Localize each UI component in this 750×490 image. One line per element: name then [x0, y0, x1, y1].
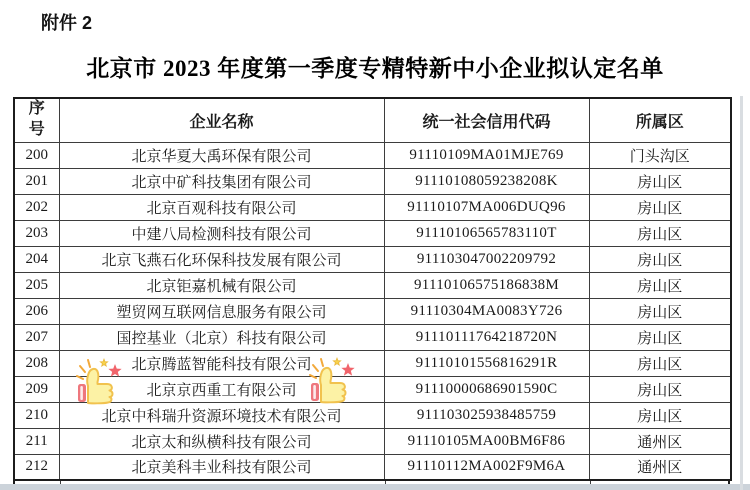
table-row — [14, 324, 731, 350]
table-row — [14, 142, 731, 168]
table-row — [14, 272, 731, 298]
cell-credit-code: 91110107MA006DUQ96 — [384, 194, 589, 220]
cell-credit-code: 91110111764218720N — [384, 324, 589, 350]
cell-district: 房山区 — [589, 168, 731, 194]
cell-credit-code: 91110106565783110T — [384, 220, 589, 246]
thumb-hand-shape — [320, 368, 345, 402]
cell-company: 国控基业（北京）科技有限公司 — [59, 324, 384, 350]
page-bottom-edge — [0, 484, 750, 490]
cell-credit-code: 91110112MA002F9M6A — [384, 454, 589, 480]
cell-district: 通州区 — [589, 428, 731, 454]
cell-district: 房山区 — [589, 246, 731, 272]
page-right-edge — [740, 96, 743, 490]
cell-credit-code: 91110108059238208K — [384, 168, 589, 194]
cell-company: 塑贸网互联网信息服务有限公司 — [59, 298, 384, 324]
cell-index: 206 — [14, 298, 59, 324]
cell-index: 203 — [14, 220, 59, 246]
table-row — [14, 220, 731, 246]
cell-credit-code: 911103025938485759 — [384, 402, 589, 428]
header-index — [14, 98, 59, 142]
cell-index: 208 — [14, 350, 59, 376]
cell-district: 门头沟区 — [589, 142, 731, 168]
table-row — [14, 168, 731, 194]
cell-index: 212 — [14, 454, 59, 480]
red-star-icon — [341, 363, 354, 376]
cell-company: 北京美科丰业科技有限公司 — [59, 454, 384, 480]
header-district: 所属区 — [589, 98, 731, 142]
header-credit-code: 统一社会信用代码 — [384, 98, 589, 142]
cell-district: 房山区 — [589, 324, 731, 350]
cell-company: 北京飞燕石化环保科技发展有限公司 — [59, 246, 384, 272]
company-table — [13, 97, 732, 481]
cell-index: 204 — [14, 246, 59, 272]
cell-index: 210 — [14, 402, 59, 428]
cell-index: 205 — [14, 272, 59, 298]
cuff-highlight — [313, 385, 316, 399]
cell-index: 209 — [14, 376, 59, 402]
cell-district: 房山区 — [589, 194, 731, 220]
small-star-icon — [333, 358, 340, 365]
cell-index: 201 — [14, 168, 59, 194]
red-star-icon — [108, 364, 121, 377]
table-header — [14, 98, 731, 142]
cell-credit-code: 91110000686901590C — [384, 376, 589, 402]
cell-company: 北京腾蓝智能科技有限公司 — [59, 350, 384, 376]
cell-company: 北京百观科技有限公司 — [59, 194, 384, 220]
thumbs-up-sticker — [307, 354, 357, 406]
cell-company: 北京华夏大禹环保有限公司 — [59, 142, 384, 168]
cell-district: 房山区 — [589, 220, 731, 246]
cell-credit-code: 91110105MA00BM6F86 — [384, 428, 589, 454]
cell-district: 房山区 — [589, 376, 731, 402]
cell-credit-code: 91110109MA01MJE769 — [384, 142, 589, 168]
thumbs-up-sticker — [74, 355, 124, 407]
cell-district: 房山区 — [589, 350, 731, 376]
cell-company: 北京中科瑞升资源环境技术有限公司 — [59, 402, 384, 428]
cell-index: 211 — [14, 428, 59, 454]
cell-index: 207 — [14, 324, 59, 350]
cell-district: 通州区 — [589, 454, 731, 480]
attachment-label: 附件 2 — [41, 13, 93, 33]
cell-district: 房山区 — [589, 298, 731, 324]
cell-credit-code: 911103047002209792 — [384, 246, 589, 272]
cell-district: 房山区 — [589, 402, 731, 428]
thumb-hand-shape — [87, 369, 112, 403]
cell-company: 北京太和纵横科技有限公司 — [59, 428, 384, 454]
table-row — [14, 298, 731, 324]
cell-district: 房山区 — [589, 272, 731, 298]
cell-company: 中建八局检测科技有限公司 — [59, 220, 384, 246]
cell-company: 北京中矿科技集团有限公司 — [59, 168, 384, 194]
small-star-icon — [100, 359, 107, 366]
table-body — [14, 142, 731, 480]
page-title: 北京市 2023 年度第一季度专精特新中小企业拟认定名单 — [86, 56, 664, 81]
header-index-label: 序号 — [28, 100, 45, 139]
table-row — [14, 194, 731, 220]
cuff-highlight — [80, 386, 83, 400]
table-row — [14, 454, 731, 480]
table-row — [14, 428, 731, 454]
cell-credit-code: 91110106575186838M — [384, 272, 589, 298]
cell-credit-code: 91110101556816291R — [384, 350, 589, 376]
table-row — [14, 246, 731, 272]
cell-index: 200 — [14, 142, 59, 168]
cell-company: 北京钜嘉机械有限公司 — [59, 272, 384, 298]
cell-index: 202 — [14, 194, 59, 220]
cell-credit-code: 91110304MA0083Y726 — [384, 298, 589, 324]
header-company: 企业名称 — [59, 98, 384, 142]
cell-company: 北京京西重工有限公司 — [59, 376, 384, 402]
